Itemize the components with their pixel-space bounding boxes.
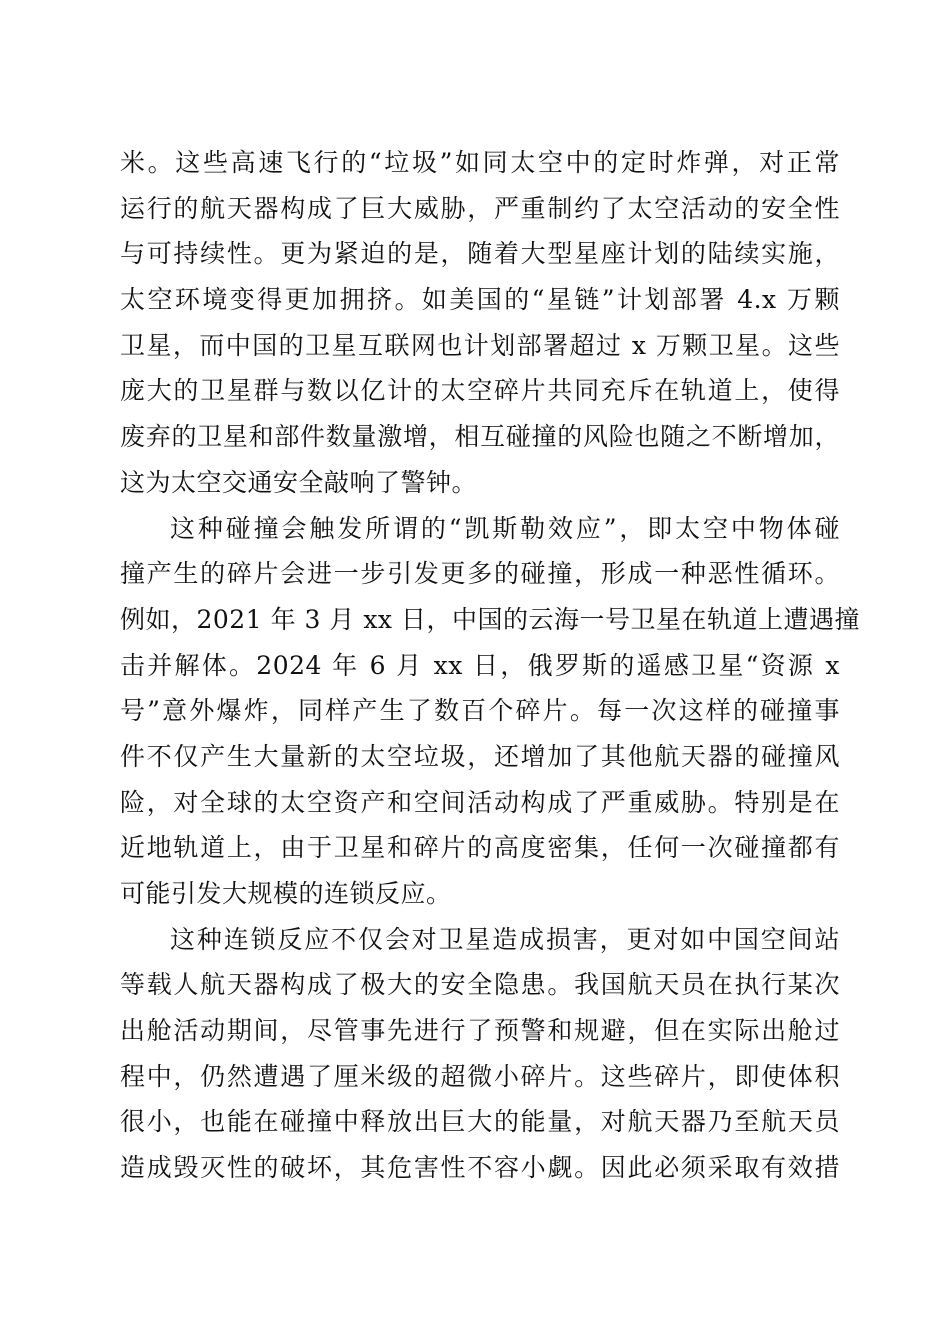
paragraph-2-line-6: 件不仅产生大量新的太空垃圾，还增加了其他航天器的碰撞风: [120, 741, 840, 771]
paragraph-2-line-4: 击并解体。2024 年 6 月 xx 日，俄罗斯的遥感卫星“资源 x: [120, 650, 840, 680]
body-text: [120, 140, 860, 1191]
paragraph-3-line-3: 出舱活动期间，尽管事先进行了预警和规避，但在实际出舱过: [120, 1016, 840, 1046]
paragraph-1-line-2: 运行的航天器构成了巨大威胁，严重制约了太空活动的安全性: [120, 193, 840, 223]
paragraph-2-line-8: 近地轨道上，由于卫星和碎片的高度密集，任何一次碰撞都有: [120, 833, 840, 863]
paragraph-2-line-2: 撞产生的碎片会进一步引发更多的碰撞，形成一种恶性循环。: [120, 559, 840, 589]
paragraph-3-line-5: 很小，也能在碰撞中释放出巨大的能量，对航天器乃至航天员: [120, 1107, 840, 1137]
paragraph-1-line-6: 庞大的卫星群与数以亿计的太空碎片共同充斥在轨道上，使得: [120, 376, 840, 406]
paragraph-2-line-1: 这种碰撞会触发所谓的“凯斯勒效应”，即太空中物体碰: [170, 513, 840, 543]
paragraph-2-line-9: 可能引发大规模的连锁反应。: [120, 879, 452, 908]
paragraph-3-line-1: 这种连锁反应不仅会对卫星造成损害，更对如中国空间站: [170, 924, 840, 954]
paragraph-1-line-8: 这为太空交通安全敲响了警钟。: [120, 467, 478, 497]
paragraph-2-line-3: 例如，2021 年 3 月 xx 日，中国的云海一号卫星在轨道上遭遇撞: [120, 604, 860, 634]
paragraph-3-line-2: 等载人航天器构成了极大的安全隐患。我国航天员在执行某次: [120, 970, 840, 1000]
paragraph-2-line-5: 号”意外爆炸，同样产生了数百个碎片。每一次这样的碰撞事: [120, 696, 840, 726]
paragraph-3-line-6: 造成毁灭性的破坏，其危害性不容小觑。因此必须采取有效措: [120, 1153, 840, 1183]
paragraph-2-line-7: 险，对全球的太空资产和空间活动构成了严重威胁。特别是在: [120, 787, 840, 817]
paragraph-1-line-3: 与可持续性。更为紧迫的是，随着大型星座计划的陆续实施，: [120, 239, 840, 269]
paragraph-1-line-7: 废弃的卫星和部件数量激增，相互碰撞的风险也随之不断增加，: [120, 422, 840, 452]
paragraph-1-line-4: 太空环境变得更加拥挤。如美国的“星链”计划部署 4.x 万颗: [120, 285, 840, 315]
paragraph-1-line-5: 卫星，而中国的卫星互联网也计划部署超过 x 万颗卫星。这些: [120, 330, 840, 360]
paragraph-3-line-4: 程中，仍然遭遇了厘米级的超微小碎片。这些碎片，即使体积: [120, 1061, 840, 1091]
paragraph-1-line-1: 米。这些高速飞行的“垃圾”如同太空中的定时炸弹，对正常: [120, 148, 840, 177]
